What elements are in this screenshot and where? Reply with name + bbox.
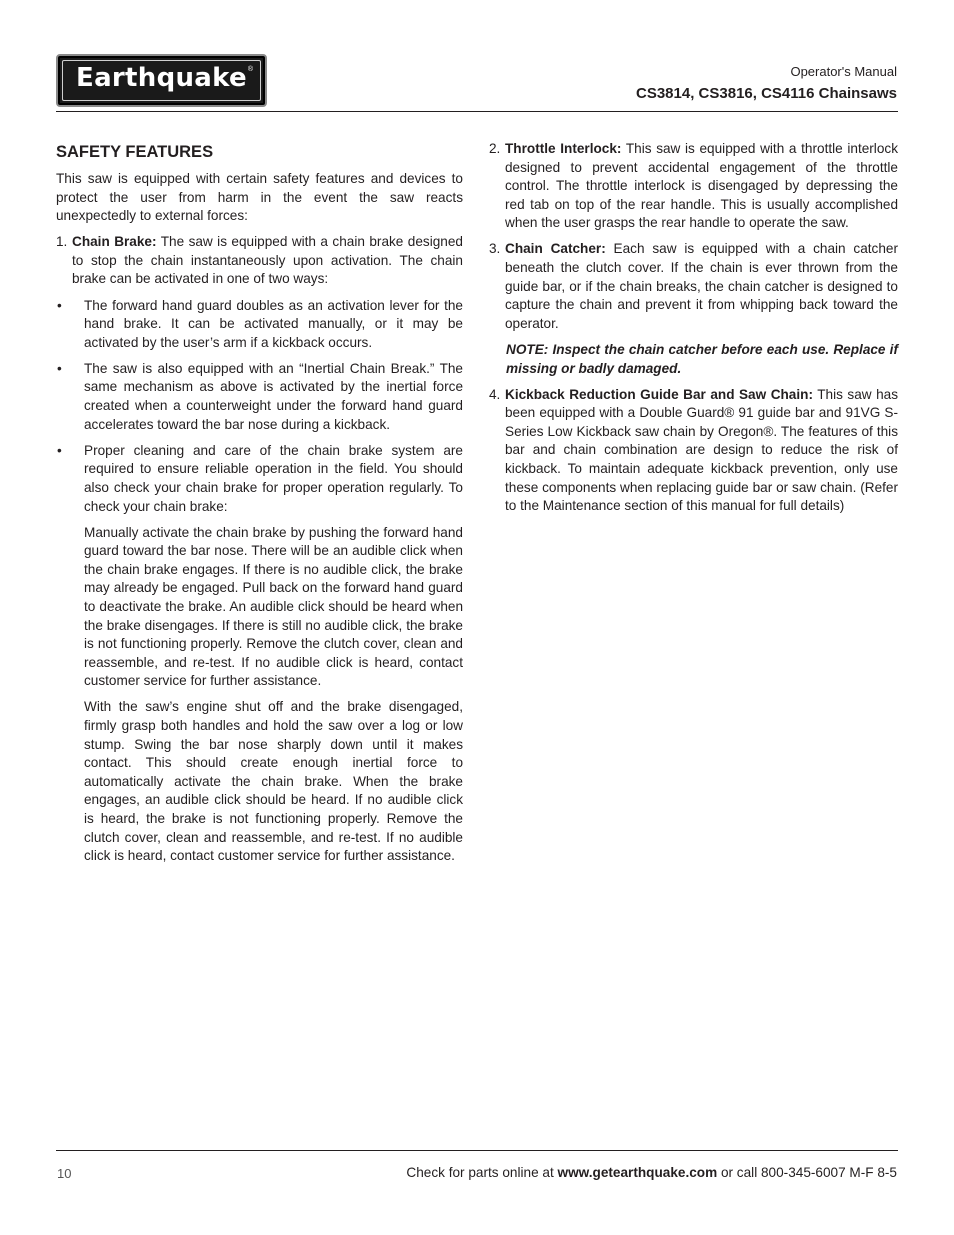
item-label: Chain Catcher: bbox=[505, 241, 606, 257]
bullet-item bbox=[56, 442, 463, 516]
item-text: This saw is equipped with a throttle interlock designed to prevent accidental engagement of the throttle control. The throttle interlock is disengaged by depressing the red tab on top of the rear handle. This is usually accomplished when the user grasps the rear handle to operate the saw. bbox=[505, 141, 898, 231]
section-title: SAFETY FEATURES bbox=[56, 143, 214, 161]
item-throttle-interlock bbox=[489, 140, 898, 233]
check-paragraph: Manually activate the chain brake by pushing the forward hand guard toward the bar nose. There will be an audible click when the chain brake engages. If there is no audible click, the brake may already be engaged. Pull back on the forward hand guard to deactivate the brake. An audible click should be heard when the brake disengages. If there is still no audible click, the brake is not functioning properly. Remove the clutch cover, clean and reassemble, and re-test. If no audible click is heard, contact customer service for further assistance. bbox=[84, 524, 463, 689]
header-divider bbox=[56, 111, 898, 112]
item-body bbox=[505, 386, 898, 516]
item-text: The saw is equipped with a chain brake designed to stop the chain instantaneously upon activation. The chain brake can be activated in one of two ways: bbox=[72, 234, 463, 287]
bullet-item bbox=[56, 360, 463, 434]
item-number: 2. bbox=[489, 141, 501, 156]
item-text: This saw has been equipped with a Double Guard® 91 guide bar and 91VG S-Series Low Kickback saw chain by Oregon®. The features of this bar and chain combination are design to reduce the risk of kickback. To maintain adequate kickback prevention, only use these components when replacing guide bar or saw chain. (Refer to the Maintenance section of this manual for full details) bbox=[505, 386, 899, 514]
footer-website-link[interactable]: www.getearthquake.com bbox=[557, 1165, 718, 1180]
item-chain-catcher bbox=[489, 240, 898, 333]
brand-logo bbox=[56, 54, 267, 107]
bullet-symbol: • bbox=[57, 297, 62, 313]
item-body bbox=[505, 140, 898, 233]
section-intro: This saw is equipped with certain safety features and devices to protect the user from harm in the event the saw reacts unexpectedly to external forces: bbox=[56, 171, 463, 224]
model-title: CS3814, CS3816, CS4116 Chainsaws bbox=[636, 85, 897, 102]
bullet-text: The saw is also equipped with an “Inertial Chain Break.” The same mechanism as above is activated by the inertial force created when a counterweight under the forward hand guard accelerates toward the bar nose during a kickback. bbox=[84, 360, 463, 432]
item-chain-brake bbox=[56, 233, 463, 289]
check-paragraph: With the saw’s engine shut off and the brake disengaged, firmly grasp both handles and hold the saw over a log or low stump. Swing the bar nose sharply down until it makes contact. This should create enough inertial force to automatically activate the chain brake. When the brake engages, an audible click should be heard. If no audible click is heard, the brake is not functioning properly. Remove the clutch cover, clean and reassemble, and re-test. If no audible click is heard, contact customer service for further assistance. bbox=[84, 699, 463, 864]
bullet-symbol: • bbox=[57, 442, 62, 458]
logo-registered-mark: ® bbox=[247, 66, 253, 73]
footer-contact bbox=[406, 1165, 897, 1180]
manual-label: Operator's Manual bbox=[790, 64, 897, 79]
right-column bbox=[489, 140, 898, 523]
bullet-text: Proper cleaning and care of the chain brake system are required to ensure reliable operation in the field. You should also check your chain brake for proper operation regularly. To check your chain brake: bbox=[84, 442, 463, 514]
item-text: Each saw is equipped with a chain catcher beneath the clutch cover. If the chain is ever thrown from the guide bar, or if the chain breaks, the chain catcher is designed to capture the chain and prevent it from whipping back toward the operator. bbox=[505, 241, 898, 331]
item-body bbox=[505, 240, 898, 333]
left-column bbox=[56, 140, 463, 873]
page-number: 10 bbox=[57, 1166, 72, 1181]
footer-divider bbox=[56, 1150, 898, 1151]
item-kickback-reduction bbox=[489, 386, 898, 516]
item-number: 4. bbox=[489, 386, 501, 402]
bullet-symbol: • bbox=[57, 360, 62, 376]
item-number: 3. bbox=[489, 241, 501, 257]
item-number: 1. bbox=[56, 234, 68, 250]
footer-suffix: or call 800-345-6007 M-F 8-5 bbox=[717, 1165, 897, 1180]
footer-prefix: Check for parts online at bbox=[406, 1165, 558, 1180]
logo-text: Earthquake bbox=[76, 63, 247, 93]
item-body bbox=[72, 233, 463, 289]
chain-catcher-note: NOTE: Inspect the chain catcher before each use. Replace if missing or badly damaged. bbox=[506, 341, 898, 376]
item-label: Chain Brake: bbox=[72, 234, 157, 250]
item-label: Kickback Reduction Guide Bar and Saw Chain: bbox=[505, 386, 813, 402]
bullet-text: The forward hand guard doubles as an activation lever for the hand brake. It can be activated manually, or it may be activated by the user’s arm if a kickback occurs. bbox=[84, 297, 463, 350]
bullet-item bbox=[56, 297, 463, 353]
item-label: Throttle Interlock: bbox=[505, 141, 622, 156]
